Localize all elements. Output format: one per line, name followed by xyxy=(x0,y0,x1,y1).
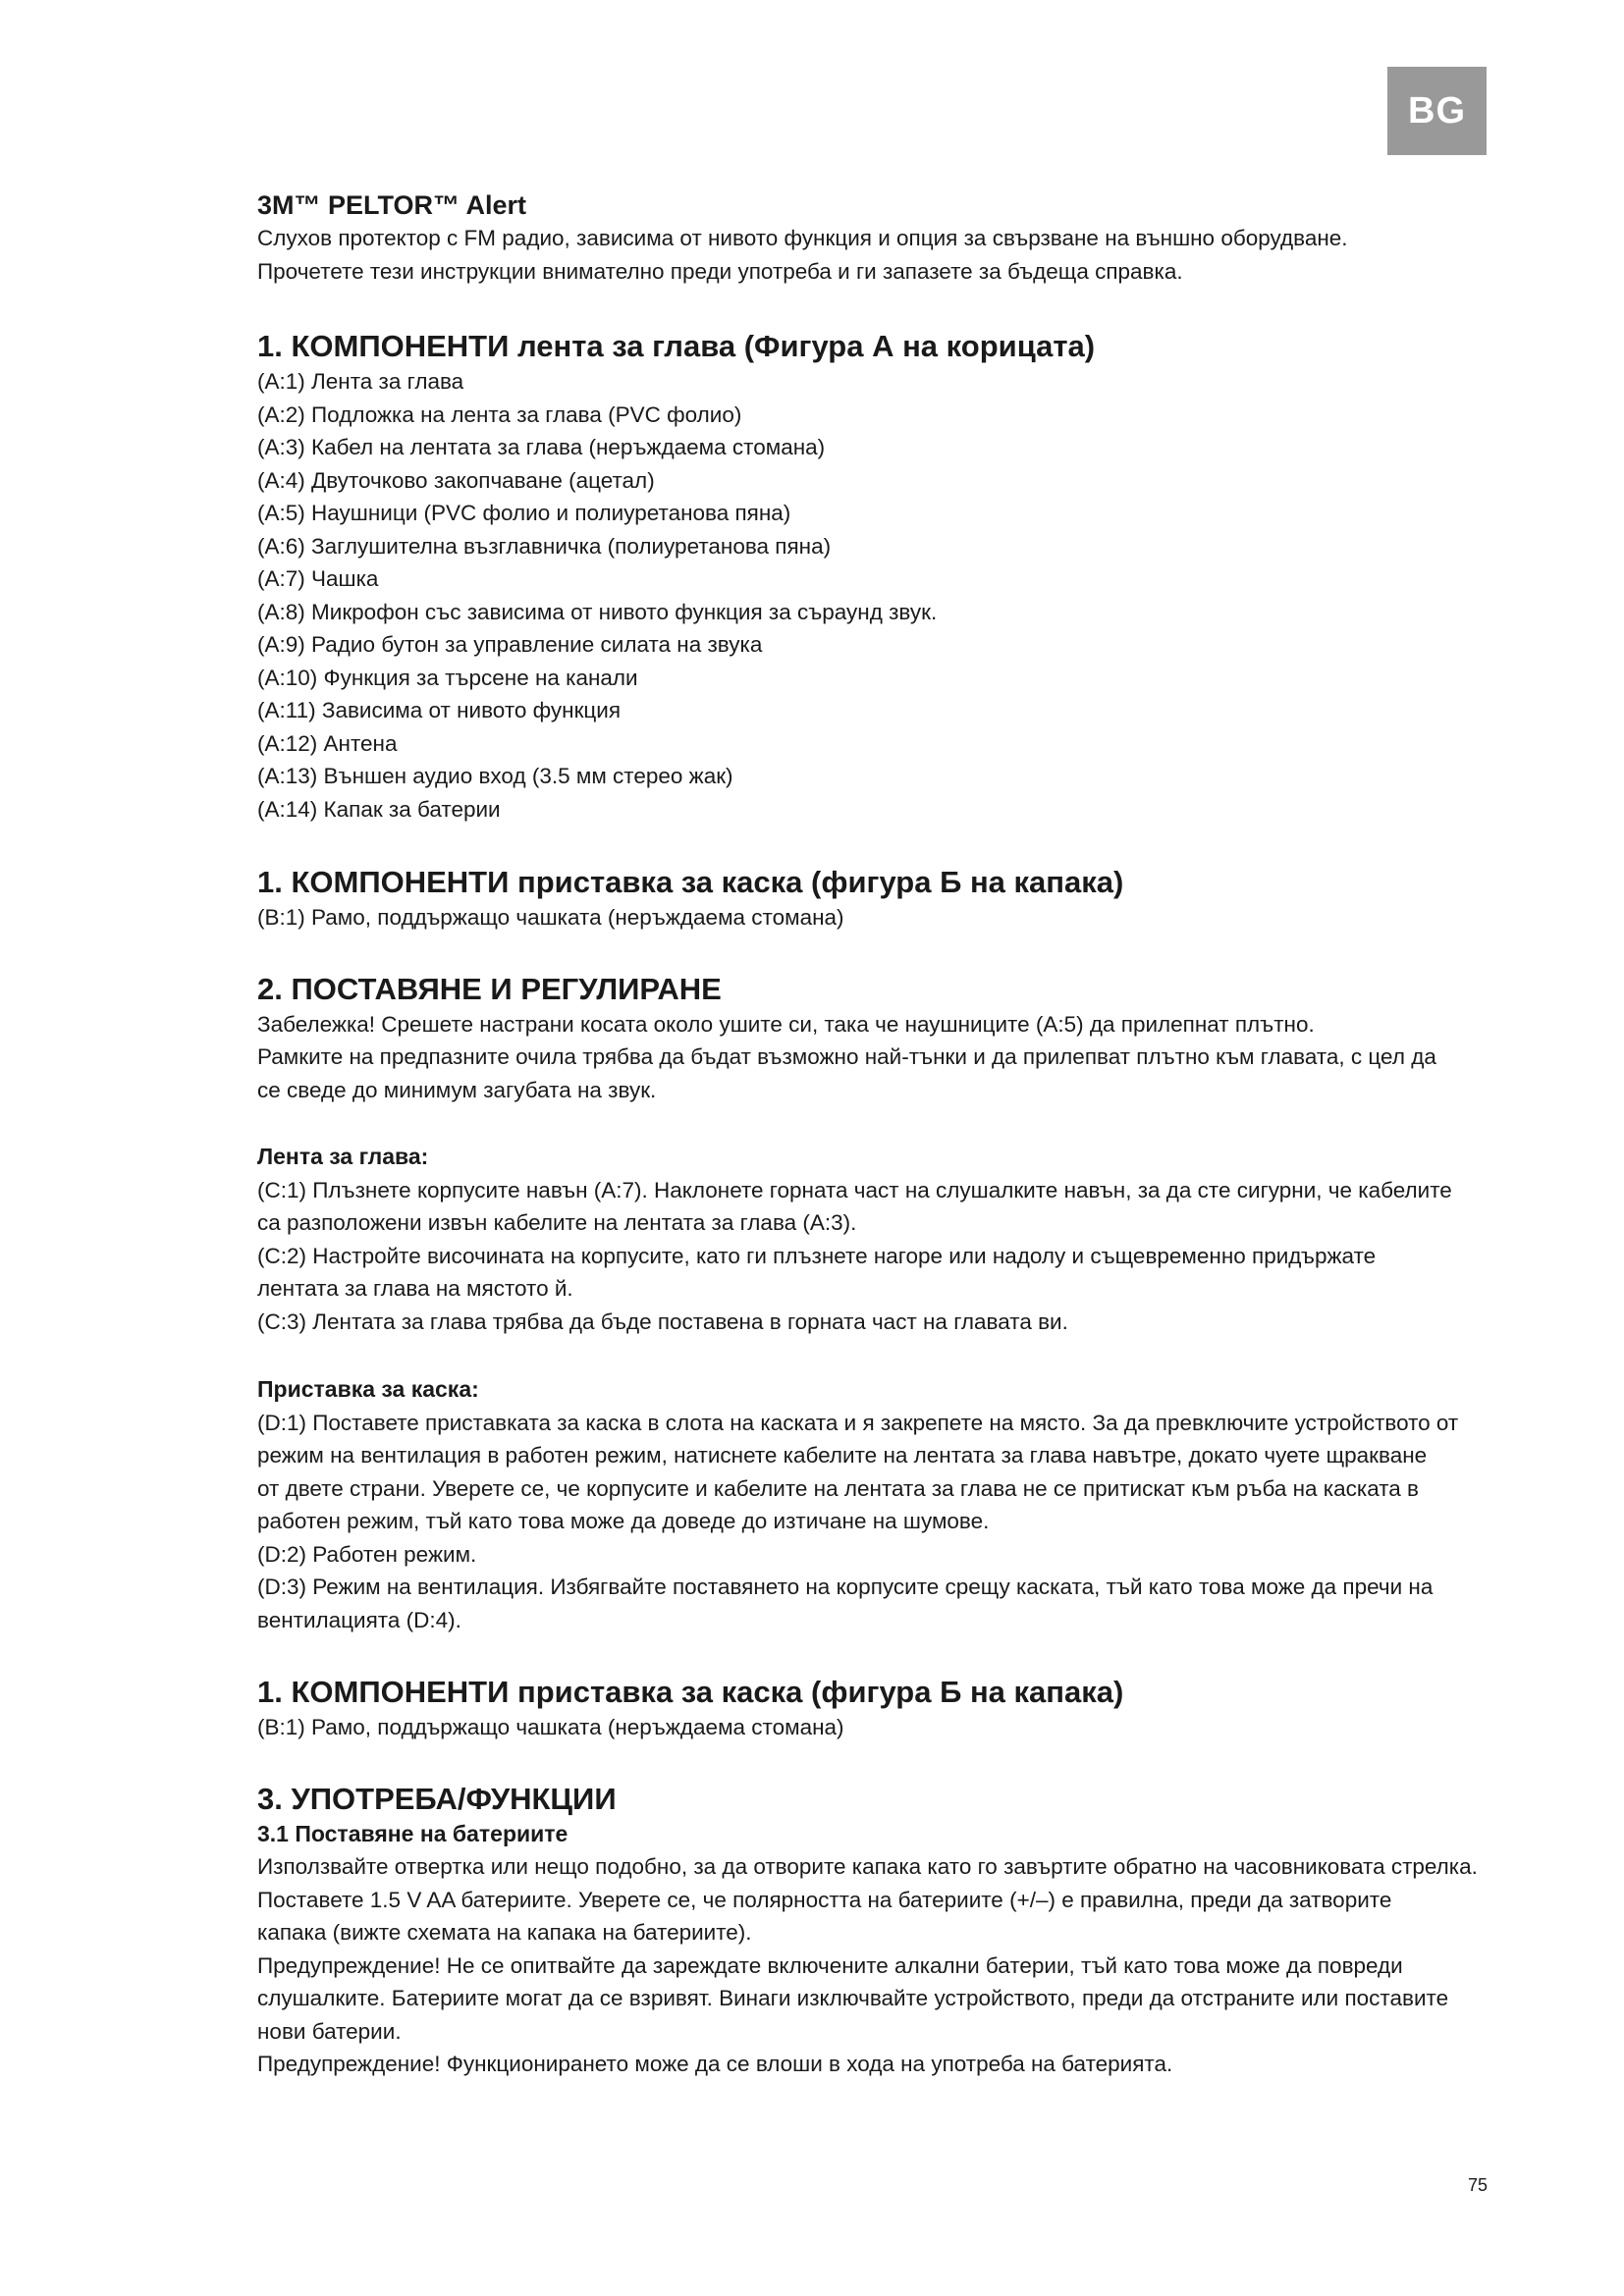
helmet-component-item: (B:1) Рамо, поддържащо чашката (неръждаема стомана) xyxy=(257,905,844,930)
instruction-line: от двете страни. Уверете се, че корпусите и кабелите на лентата за глава не се притискат към ръба на каската в xyxy=(257,1475,1419,1501)
section-heading-components-helmet-repeat: 1. КОМПОНЕНТИ приставка за каска (фигура Б на капака) xyxy=(257,1675,1124,1709)
instruction-line: (C:3) Лентата за глава трябва да бъде поставена в горната част на главата ви. xyxy=(257,1308,1068,1334)
list-item: (A:2) Подложка на лента за глава (PVC фолио) xyxy=(257,401,742,427)
note-line: Забележка! Срешете настрани косата около ушите си, така че наушниците (A:5) да прилепнат плътно. xyxy=(257,1011,1315,1037)
battery-line: Предупреждение! Не се опитвайте да зареждате включените алкални батерии, тъй като това може да повреди xyxy=(257,1952,1403,1978)
battery-line: нови батерии. xyxy=(257,2018,402,2044)
list-item: (A:4) Двуточково закопчаване (ацетал) xyxy=(257,467,655,493)
list-item: (A:8) Микрофон със зависима от нивото функция за съраунд звук. xyxy=(257,599,938,624)
language-badge: BG xyxy=(1387,67,1487,155)
list-item: (A:6) Заглушителна възглавничка (полиуретанова пяна) xyxy=(257,533,832,559)
instruction-line: (C:1) Плъзнете корпусите навън (A:7). Наклонете горната част на слушалките навън, за да сте сигурни, че кабелите xyxy=(257,1177,1452,1202)
section-heading-use-functions: 3. УПОТРЕБА/ФУНКЦИИ xyxy=(257,1781,617,1816)
instruction-line: лентата за глава на мястото й. xyxy=(257,1276,573,1301)
subheading-battery-insertion: 3.1 Поставяне на батериите xyxy=(257,1820,568,1846)
list-item: (A:1) Лента за глава xyxy=(257,369,464,394)
intro-line: Слухов протектор с FM радио, зависима от нивото функция и опция за свързване на външно оборудване. xyxy=(257,226,1348,250)
intro-line: Прочетете тези инструкции внимателно преди употреба и ги запазете за бъдеща справка. xyxy=(257,258,1183,284)
list-item: (A:12) Антена xyxy=(257,730,398,756)
section-heading-fitting: 2. ПОСТАВЯНЕ И РЕГУЛИРАНЕ xyxy=(257,971,722,1006)
battery-line: Поставете 1.5 V AA батериите. Уверете се, че полярността на батериите (+/–) е правилна, преди да затворите xyxy=(257,1887,1392,1912)
instruction-line: (D:2) Работен режим. xyxy=(257,1541,477,1567)
note-line: се сведе до минимум загубата на звук. xyxy=(257,1077,657,1102)
list-item: (A:14) Капак за батерии xyxy=(257,796,501,822)
battery-line: слушалките. Батериите могат да се взривят. Винаги изключвайте устройството, преди да отстраните или поставите xyxy=(257,1986,1449,2010)
page-number: 75 xyxy=(1468,2175,1489,2195)
list-item: (A:10) Функция за търсене на канали xyxy=(257,665,638,690)
subheading-headband: Лента за глава: xyxy=(257,1144,429,1169)
section-heading-components-headband: 1. КОМПОНЕНТИ лента за глава (Фигура А на корицата) xyxy=(257,329,1096,363)
list-item: (A:7) Чашка xyxy=(257,566,379,591)
battery-line: капака (вижте схемата на капака на батериите). xyxy=(257,1920,752,1945)
battery-line: Използвайте отвертка или нещо подобно, за да отворите капака като го завъртите обратно на часовниковата стрелка. xyxy=(257,1854,1478,1879)
instruction-line: са разположени извън кабелите на лентата за глава (A:3). xyxy=(257,1210,857,1235)
helmet-component-item: (B:1) Рамо, поддържащо чашката (неръждаема стомана) xyxy=(257,1715,844,1739)
list-item: (A:3) Кабел на лентата за глава (неръждаема стомана) xyxy=(257,435,826,459)
list-item: (A:9) Радио бутон за управление силата на звука xyxy=(257,632,763,657)
subheading-helmet-attachment: Приставка за каска: xyxy=(257,1376,479,1402)
list-item: (A:11) Зависима от нивото функция xyxy=(257,698,622,722)
instruction-line: (C:2) Настройте височината на корпусите, като ги плъзнете нагоре или надолу и същевременно придържате xyxy=(257,1243,1377,1268)
instruction-line: вентилацията (D:4). xyxy=(257,1607,461,1632)
document-title: 3M™ PELTOR™ Alert xyxy=(257,190,527,220)
list-item: (A:5) Наушници (PVC фолио и полиуретанова пяна) xyxy=(257,501,791,525)
instruction-line: режим на вентилация в работен режим, натиснете кабелите на лентата за глава навътре, докато чуете щракване xyxy=(257,1443,1428,1468)
section-heading-components-helmet: 1. КОМПОНЕНТИ приставка за каска (фигура Б на капака) xyxy=(257,865,1124,899)
list-item: (A:13) Външен аудио вход (3.5 мм стерео жак) xyxy=(257,764,733,788)
document-content xyxy=(257,188,1534,2081)
note-line: Рамките на предпазните очила трябва да бъдат възможно най-тънки и да прилепват плътно към главата, с цел да xyxy=(257,1044,1436,1069)
components-list xyxy=(257,365,1534,826)
battery-line: Предупреждение! Функционирането може да се влоши в хода на употреба на батерията. xyxy=(257,2052,1173,2076)
instruction-line: работен режим, тъй като това може да доведе до изтичане на шумове. xyxy=(257,1509,990,1533)
instruction-line: (D:3) Режим на вентилация. Избягвайте поставянето на корпусите срещу каската, тъй като това може да пречи на xyxy=(257,1575,1434,1599)
instruction-line: (D:1) Поставете приставката за каска в слота на каската и я закрепете на място. За да превключите устройството от xyxy=(257,1410,1459,1435)
